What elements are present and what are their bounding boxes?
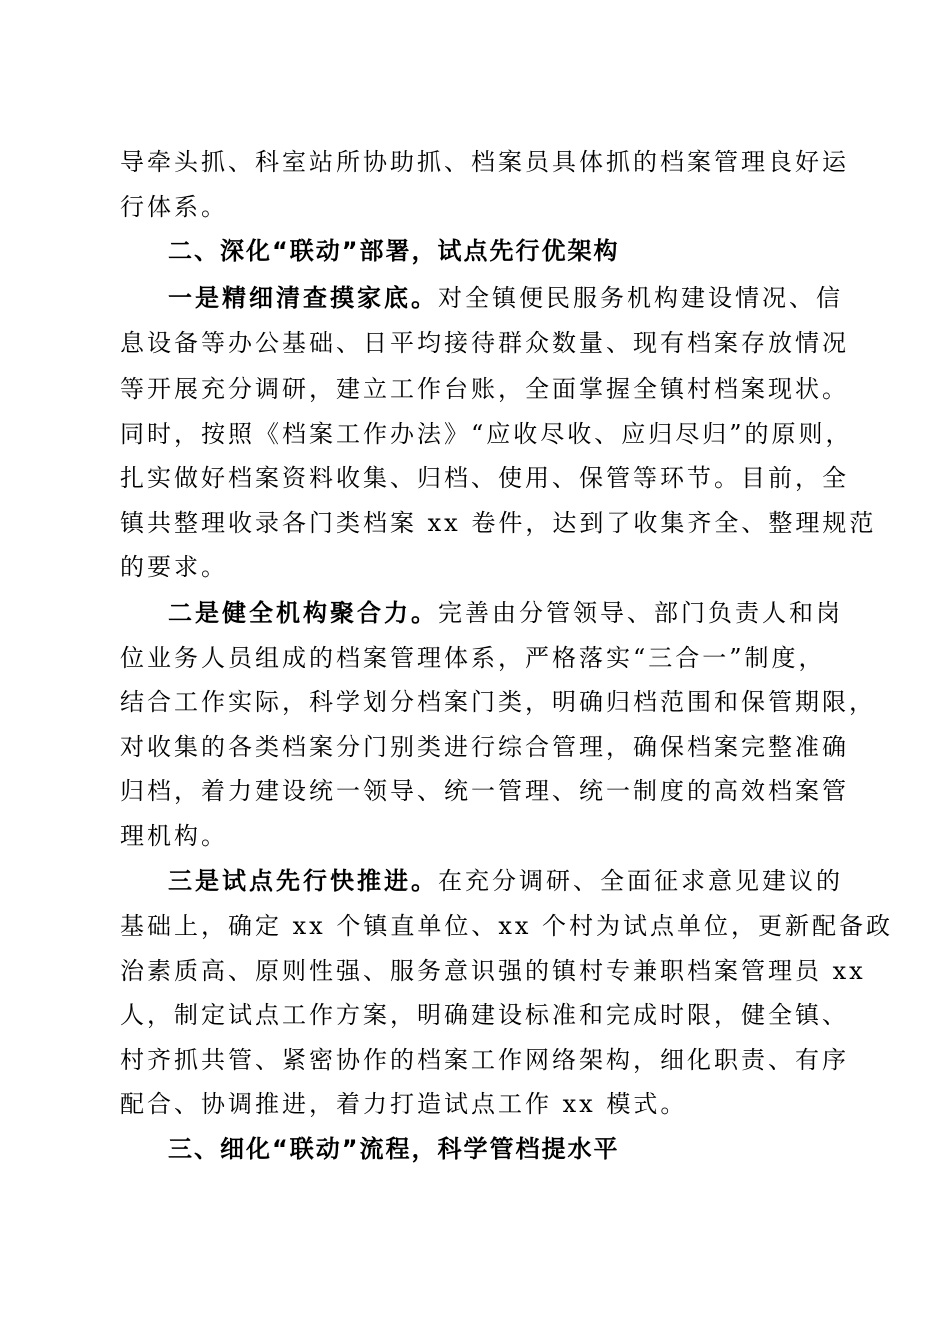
subheading-inline: 三是试点先行快推进。 bbox=[168, 866, 438, 895]
paragraph-line: 扎实做好档案资料收集、归档、使用、保管等环节。目前，全 bbox=[120, 464, 849, 492]
paragraph-text: 完善由分管领导、部门负责人和岗 bbox=[438, 599, 843, 627]
section-heading: 三、细化“联动”流程，科学管档提水平 bbox=[168, 1135, 620, 1163]
paragraph-text: 对全镇便民服务机构建设情况、信 bbox=[438, 284, 843, 312]
paragraph-line bbox=[168, 283, 843, 313]
paragraph-line: 配合、协调推进，着力打造试点工作 xx 模式。 bbox=[120, 1090, 688, 1118]
subheading-inline: 一是精细清查摸家底。 bbox=[168, 283, 438, 312]
paragraph-line: 同时，按照《档案工作办法》“应收尽收、应归尽归”的原则， bbox=[120, 420, 853, 448]
paragraph-text: 在充分调研、全面征求意见建议的 bbox=[438, 867, 843, 895]
paragraph-line: 的要求。 bbox=[120, 553, 228, 581]
paragraph-line: 治素质高、原则性强、服务意识强的镇村专兼职档案管理员 xx bbox=[120, 957, 866, 985]
paragraph-line: 镇共整理收录各门类档案 xx 卷件，达到了收集齐全、整理规范 bbox=[120, 509, 877, 537]
paragraph-line: 基础上，确定 xx 个镇直单位、xx 个村为试点单位，更新配备政 bbox=[120, 912, 894, 940]
paragraph-line: 人，制定试点工作方案，明确建设标准和完成时限，健全镇、 bbox=[120, 1001, 849, 1029]
paragraph-line: 等开展充分调研，建立工作台账，全面掌握全镇村档案现状。 bbox=[120, 375, 849, 403]
paragraph-line bbox=[168, 598, 843, 628]
paragraph-line bbox=[168, 866, 843, 896]
section-heading: 二、深化“联动”部署，试点先行优架构 bbox=[168, 237, 620, 265]
paragraph-line: 理机构。 bbox=[120, 822, 228, 850]
subheading-inline: 二是健全机构聚合力。 bbox=[168, 598, 438, 627]
paragraph-line: 行体系。 bbox=[120, 193, 228, 221]
paragraph-line: 息设备等办公基础、日平均接待群众数量、现有档案存放情况 bbox=[120, 329, 849, 357]
paragraph-line: 结合工作实际，科学划分档案门类，明确归档范围和保管期限， bbox=[120, 688, 876, 716]
paragraph-line: 归档，着力建设统一领导、统一管理、统一制度的高效档案管 bbox=[120, 777, 849, 805]
paragraph-line: 导牵头抓、科室站所协助抓、档案员具体抓的档案管理良好运 bbox=[120, 148, 849, 176]
paragraph-line: 位业务人员组成的档案管理体系，严格落实“三合一”制度， bbox=[120, 644, 826, 672]
paragraph-line: 对收集的各类档案分门别类进行综合管理，确保档案完整准确 bbox=[120, 733, 849, 761]
paragraph-line: 村齐抓共管、紧密协作的档案工作网络架构，细化职责、有序 bbox=[120, 1046, 849, 1074]
